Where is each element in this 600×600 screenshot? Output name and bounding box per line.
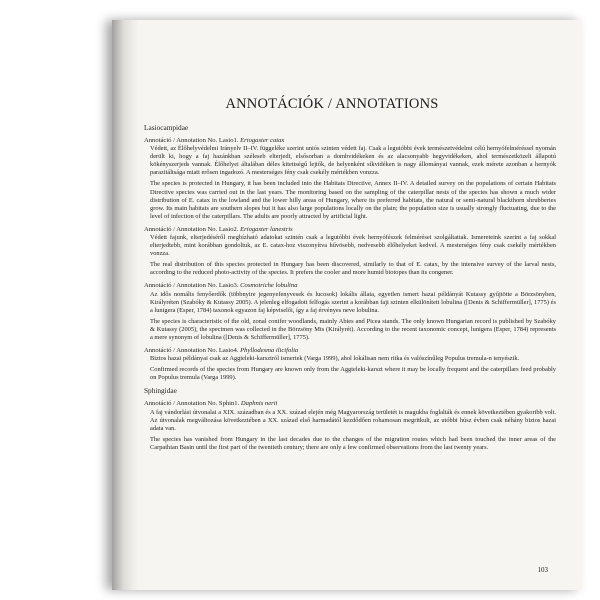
species-name: Daphnis nerii xyxy=(240,400,278,408)
section-heading: Lasiocampidae xyxy=(144,123,189,132)
species-name: Phyllodesma ilicifolia xyxy=(240,346,299,354)
annotation-text-english: The species is characteristic of the old, zonal conifer woodlands, mainly Abies and Picea stands. The only known Hungarian record is published by Szabóky & Kutassy (2005), the specimen was collected in the Börzsöny Mts (Királyrét). According to the recent taxonomic concept, lunigera (Esper, 1784) represents a mere synonym of lobulina ([Denis & Schiffermüller], 1775). xyxy=(150,317,556,341)
annotation-label: Annotáció / Annotation No. Lasio4. xyxy=(144,346,239,354)
annotation-label: Annotáció / Annotation No. Lasio1. xyxy=(144,137,239,144)
annotation-heading xyxy=(144,226,556,234)
annotation-label: Annotáció / Annotation No. Sphin1. xyxy=(144,400,240,408)
annotation-text-hungarian: Biztos hazai példányai csak az Aggteleki-karsztról ismertek (Varga 1999), ahol lokálisan nem ritka és valószínűleg Populus tremula-n tenyészik. xyxy=(150,355,520,363)
annotation-text-hungarian: Védett, az Élőhelyvédelmi Irányelv II–IV. függeléke szerint uniós szinten védett faj. Csak a legutóbbi évek természetvédelmi célú hernyófelméréssel nyomán derült ki, hogy a faj hazánkban széleseb elterjedt, elsősorban a dombvidékeken és az alacsonyabb hegyvidékeken, ahol természetközeli állapotú kökényszerjeds vannak. Élőhelyei általában déles kitettségű lejtők, de helyenként síkvidéken is nagy állományai vannak, ezek mérete azonban a hernyók parazitáltsága miatt erősen ingadozó. A mesterséges fény csak csekély mértékben vonzza. xyxy=(150,145,556,177)
annotation-text-english: The species is protected in Hungary, it has been included into the Habitats Directive, Annex II–IV. A detailed survey on the populations of certain Habitats Directive species was carried out in the last years. The monitoring based on the sampling of the caterpillar nests of the species has shown a much wider distribution of E. catax in the lowland and the lower hilly areas of Hungary, where its preferred habitats, the natural or semi-natural blackthorn shrubberies grow. Its main habitats are southern slopes but it has also large populations locally on the plain; the population size is usually strongly fluctuating, due to the level of infection of the caterpillars. The adults are poorly attracted by artificial light. xyxy=(150,180,556,220)
page-title: ANNOTÁCIÓK / ANNOTATIONS xyxy=(225,96,439,112)
annotation-text-english: The species has vanished from Hungary in the last decades due to the changes of the migration routes which had been touched the inner areas of the Carpathian Basin until the first part of the twentieth century; there are only a few confirmed observations from the last twenty years. xyxy=(150,435,556,451)
page-content xyxy=(144,96,556,455)
annotation-text-hungarian: A faj vándorlási útvonalai a XIX. században és a XX. század elején még Magyarország területét is magukba foglalták és ennek következtében gyakoribb volt. Az útvonalak megváltozása következtében a XX. század első harmadától kezdődően rohamosan megritkult, az utóbbi húsz évben csak néhány biztos hazai adata van. xyxy=(150,408,556,432)
annotation-label: Annotáció / Annotation No. Lasio3. xyxy=(144,282,239,290)
annotation-text-english: Confirmed records of the species from Hungary are known only from the Aggteleki-karszt where it may be locally frequent and the caterpillars feed probably on Populus tremula (Varga 1999). xyxy=(150,366,556,382)
annotation-text-hungarian: Az idős nomális fenyőerdők (többnyire jegenyefenyvesek és lucosok) lokális állata, egyetlen ismert hazai példányát Kutassy gyűjtötte a Börzsönyben, Királyréten (Szabóky & Kutassy 2005). A jelenleg elfogadott felfogás szerint a korábban faji szinten elkülönített lobulina ([Denis & Schiffermüller], 1775) és a lunigera (Esper, 1784) taxonok egyazon faj képviselői, így a faj érvényes neve lobulina. xyxy=(150,290,556,314)
annotation-label: Annotáció / Annotation No. Lasio2. xyxy=(144,225,239,233)
species-name: Eriogaster lanestris xyxy=(240,225,293,233)
page-number: 103 xyxy=(537,566,548,574)
section-heading: Sphingidae xyxy=(144,386,177,396)
book-page xyxy=(112,20,582,590)
species-name: Cosmotriche lobulina xyxy=(240,282,298,290)
annotation-sections xyxy=(144,123,556,452)
annotation-heading xyxy=(144,282,556,290)
species-name: Eriogaster catax xyxy=(240,137,285,144)
annotation-heading xyxy=(144,400,556,408)
annotation-heading xyxy=(144,347,556,355)
annotation-text-english: The real distribution of this species protected in Hungary has been discovered, similarly to that of E. catax, by the intensive survey of the larval nests, according to the reduced photo-activity of the species. It prefers the cooler and more humid biotopes than its congener. xyxy=(150,261,556,277)
annotation-text-hungarian: Védett fajunk, elterjedéséről megbízható adatokat szintén csak a legutóbbi évek hernyófészek felmérései szolgáltattak. Ismereteink szerint a faj sokkal elterjedtebb, mint korábban gondoltuk, az E. catax-hoz viszonyítva hűvösebb, nedvesebb élőhelyeket kedvel. A mesterséges fény csak csekély mértékben vonzza. xyxy=(150,234,556,258)
